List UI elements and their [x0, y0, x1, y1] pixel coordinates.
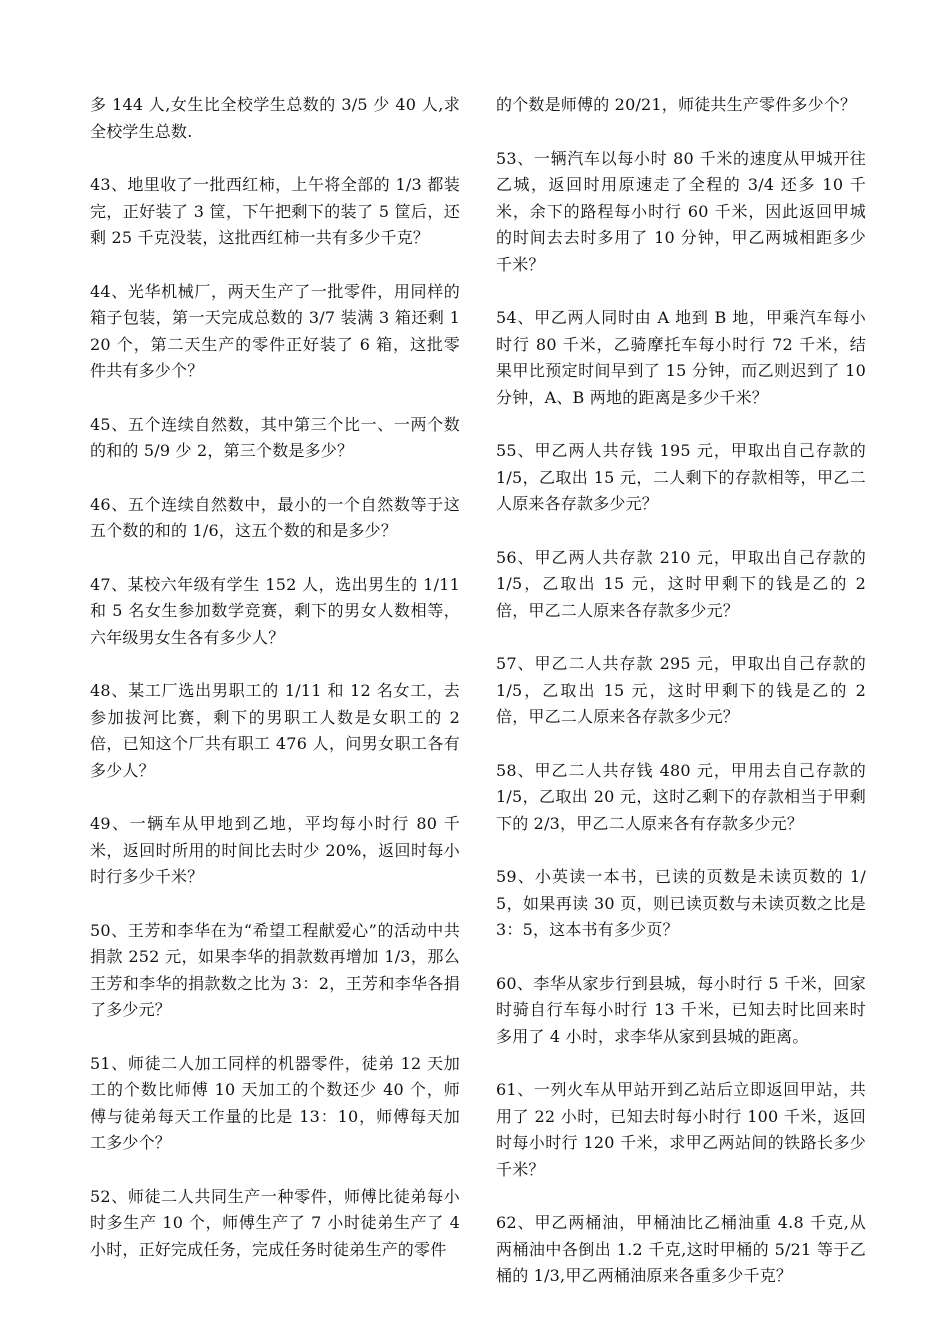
problem-56: 56、甲乙两人共存款 210 元，甲取出自己存款的 1/5，乙取出 15 元，这时甲剩下的钱是乙的 2 倍，甲乙二人原来各存款多少元？	[496, 547, 866, 620]
problem-54: 54、甲乙两人同时由 A 地到 B 地，甲乘汽车每小时行 80 千米，乙骑摩托车每小时行 72 千米，结果甲比预定时间早到了 15 分钟，而乙则迟到了 10 分钟，A、B 两地的距离是多少千米？	[496, 308, 866, 407]
problem-47: 47、某校六年级有学生 152 人，选出男生的 1/11 和 5 名女生参加数学竞赛，剩下的男女人数相等，六年级男女生各有多少人？	[90, 574, 460, 647]
problem-59: 59、小英读一本书，已读的页数是未读页数的 1/5，如果再读 30 页，则已读页数与未读页数之比是 3：5，这本书有多少页？	[496, 867, 866, 939]
problem-42-continued: 多 144 人,女生比全校学生总数的 3/5 少 40 人,求全校学生总数.	[90, 95, 460, 141]
problem-57: 57、甲乙二人共存款 295 元，甲取出自己存款的 1/5，乙取出 15 元，这时甲剩下的钱是乙的 2 倍，甲乙二人原来各存款多少元？	[496, 654, 866, 726]
problem-46: 46、五个连续自然数中，最小的一个自然数等于这五个数的和的 1/6，这五个数的和是多少？	[90, 494, 460, 540]
problem-45: 45、五个连续自然数，其中第三个比一、一两个数的和的 5/9 少 2，第三个数是多少？	[90, 414, 460, 460]
problem-53: 53、一辆汽车以每小时 80 千米的速度从甲城开往乙城，返回时用原速走了全程的 3/4 还多 10 千米，余下的路程每小时行 60 千米，因此返回甲城的时间去去时多用了 10 分钟，甲乙两城相距多少千米？	[496, 148, 866, 274]
right-column	[496, 92, 866, 1317]
problem-60: 60、李华从家步行到县城，每小时行 5 千米，回家时骑自行车每小时行 13 千米，已知去时比回来时多用了 4 小时，求李华从家到县城的距离。	[496, 973, 866, 1046]
problem-52: 52、师徒二人共同生产一种零件，师傅比徒弟每小时多生产 10 个，师傅生产了 7 小时徒弟生产了 4 小时，正好完成任务，完成任务时徒弟生产的零件	[90, 1186, 460, 1259]
problem-52-continued: 的个数是师傅的 20/21，师徒共生产零件多少个？	[496, 95, 857, 114]
problem-58: 58、甲乙二人共存钱 480 元，甲用去自己存款的 1/5，乙取出 20 元，这时乙剩下的存款相当于甲剩下的 2/3，甲乙二人原来各有存款多少元？	[496, 760, 866, 833]
problem-51: 51、师徒二人加工同样的机器零件，徒弟 12 天加工的个数比师傅 10 天加工的个数还少 40 个，师傅与徒弟每天工作量的比是 13：10，师傅每天加工多少个？	[90, 1053, 460, 1152]
problem-43: 43、地里收了一批西红柿，上午将全部的 1/3 都装完，正好装了 3 筐，下午把剩下的装了 5 筐后，还剩 25 千克没装，这批西红柿一共有多少千克？	[90, 175, 460, 247]
problem-48: 48、某工厂选出男职工的 1/11 和 12 名女工，去参加拔河比赛，剩下的男职工人数是女职工的 2 倍，已知这个厂共有职工 476 人，问男女职工各有多少人？	[90, 681, 460, 780]
problem-44: 44、光华机械厂，两天生产了一批零件，用同样的箱子包装，第一天完成总数的 3/7 装满 3 箱还剩 120 个，第二天生产的零件正好装了 6 箱，这批零件共有多少个？	[90, 281, 460, 380]
problem-55: 55、甲乙两人共存钱 195 元，甲取出自己存款的 1/5，乙取出 15 元，二人剩下的存款相等，甲乙二人原来各存款多少元？	[496, 441, 866, 513]
problem-49: 49、一辆车从甲地到乙地，平均每小时行 80 千米，返回时所用的时间比去时少 20%，返回时每小时行多少千米？	[90, 814, 460, 886]
left-column	[90, 92, 460, 1290]
problem-61: 61、一列火车从甲站开到乙站后立即返回甲站，共用了 22 小时，已知去时每小时行 100 千米，返回时每小时行 120 千米，求甲乙两站间的铁路长多少千米？	[496, 1080, 866, 1179]
problem-50: 50、王芳和李华在为“希望工程献爱心”的活动中共捐款 252 元，如果李华的捐款数再增加 1/3，那么王芳和李华的捐款数之比为 3：2，王芳和李华各捐了多少元？	[90, 920, 460, 1019]
problem-62: 62、甲乙两桶油，甲桶油比乙桶油重 4.8 千克,从两桶油中各倒出 1.2 千克,这时甲桶的 5/21 等于乙桶的 1/3,甲乙两桶油原来各重多少千克？	[496, 1213, 866, 1285]
